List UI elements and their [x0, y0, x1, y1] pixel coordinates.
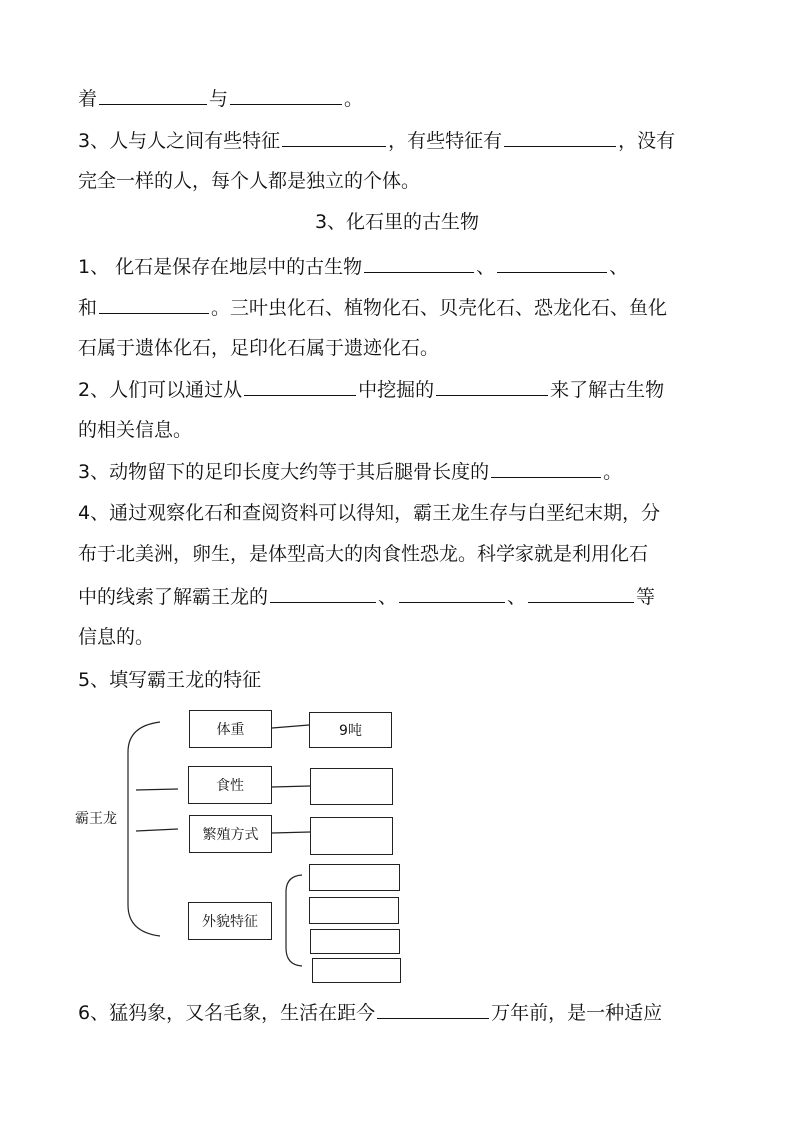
weight-value-box[interactable]: 9吨: [309, 712, 392, 748]
text: 、: [476, 256, 496, 278]
text: 完全一样的人，每个人都是独立的个体。: [78, 170, 421, 192]
section-title: 3、化石里的古生物: [314, 211, 480, 233]
line-15: [78, 1000, 662, 1025]
text: 等: [636, 586, 656, 608]
text: 着: [78, 88, 98, 110]
text: 1、 化石是保存在地层中的古生物: [78, 256, 363, 278]
text: 3、人与人之间有些特征: [78, 130, 281, 152]
text: 4、通过观察化石和查阅资料可以得知，霸王龙生存与白垩纪末期，分: [78, 502, 661, 524]
text: 与: [209, 88, 229, 110]
text: 的相关信息。: [78, 419, 193, 441]
diet-label-box: 食性: [188, 766, 272, 804]
text: 信息的。: [78, 626, 155, 648]
text: 、: [507, 586, 527, 608]
text: ，没有: [618, 130, 676, 152]
text: 、: [378, 586, 398, 608]
diet-value-box[interactable]: [310, 768, 393, 805]
text: ，有些特征有: [388, 130, 503, 152]
text: 6、猛犸象，又名毛象，生活在距今: [78, 1002, 376, 1024]
appearance-value-box[interactable]: [310, 929, 400, 954]
text: 和: [78, 297, 98, 319]
diagram-root-label: 霸王龙: [75, 811, 117, 827]
text: 来了解古生物: [550, 379, 665, 401]
appearance-value-box[interactable]: [309, 864, 400, 891]
appearance-value-box[interactable]: [309, 897, 399, 924]
text: 万年前，是一种适应: [491, 1002, 663, 1024]
text: 石属于遗体化石，足印化石属于遗迹化石。: [78, 337, 440, 359]
reproduction-value-box[interactable]: [310, 817, 393, 855]
text: 5、填写霸王龙的特征: [78, 669, 262, 691]
text: 2、人们可以通过从: [78, 379, 243, 401]
text: 。: [603, 461, 623, 483]
weight-label-box: 体重: [189, 710, 272, 748]
fill-blank[interactable]: [377, 1000, 489, 1019]
text: 中挖掘的: [358, 379, 435, 401]
text: 。三叶虫化石、植物化石、贝壳化石、恐龙化石、鱼化: [211, 297, 668, 319]
text: 中的线索了解霸王龙的: [78, 586, 269, 608]
appearance-value-box[interactable]: [312, 958, 401, 983]
appearance-label-box: 外貌特征: [188, 902, 272, 940]
text: 3、动物留下的足印长度大约等于其后腿骨长度的: [78, 461, 490, 483]
reproduction-label-box: 繁殖方式: [189, 815, 272, 853]
text: 布于北美洲，卵生，是体型高大的肉食性恐龙。科学家就是利用化石: [78, 543, 649, 565]
text: 。: [344, 88, 364, 110]
text: 、: [609, 256, 629, 278]
